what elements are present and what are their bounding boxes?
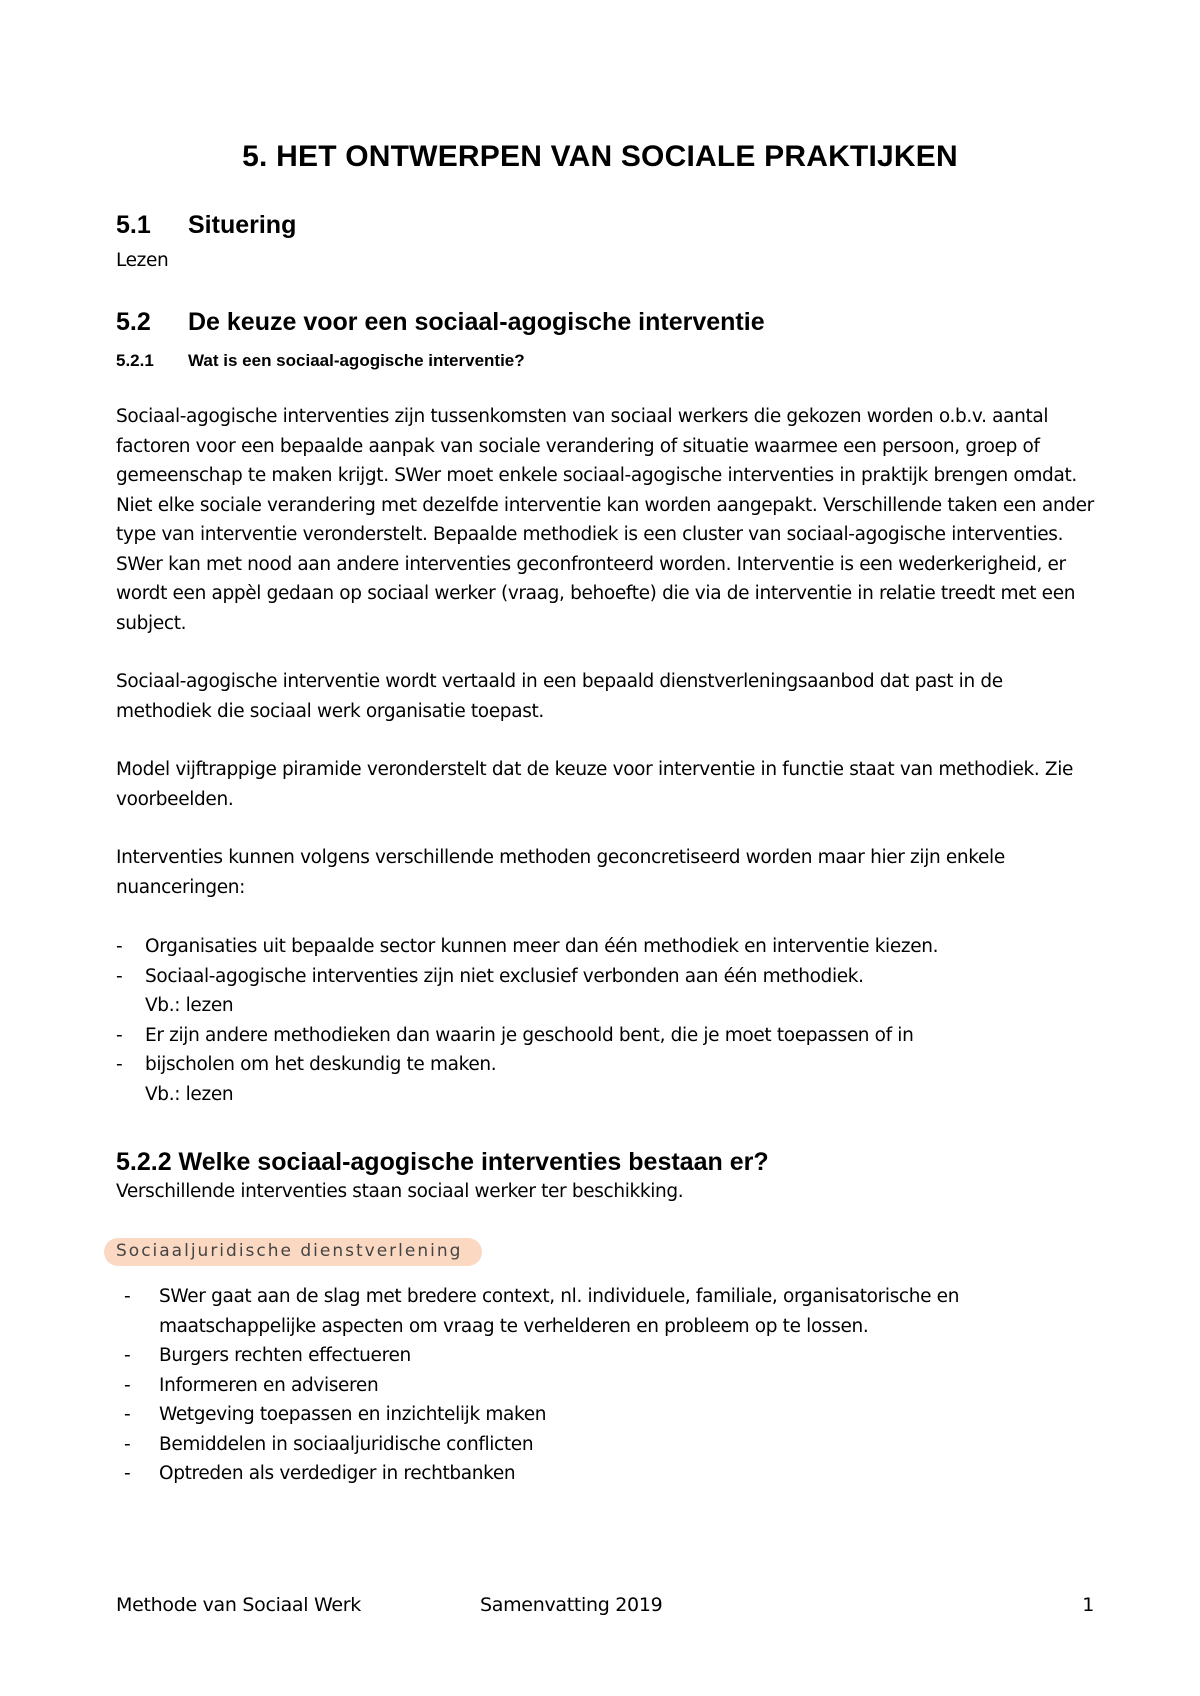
situering-body: Lezen [116,250,169,271]
heading-5-1 [116,211,296,240]
list-item: - bijscholen om het deskundig te maken. [116,1050,1096,1080]
list-dash: - [124,1463,131,1484]
category-badge-label: Sociaaljuridische dienstverlening [116,1241,463,1261]
nuances-list [116,932,1096,1109]
list-dash: - [124,1374,131,1396]
heading-5-2 [116,308,765,337]
list-item: - Burgers rechten effectueren [116,1341,1096,1371]
list-dash: - [116,936,123,957]
heading-5-1-title: Situering [188,211,297,239]
list-dash: - [124,1433,131,1455]
paragraph-4: Interventies kunnen volgens verschillende methoden geconcretiseerd worden maar hier zijn enkele nuanceringen: [116,847,1005,898]
heading-5-2-1-title: Wat is een sociaal-agogische interventie? [188,351,525,370]
list-item: - Bemiddelen in sociaaljuridische conflicten [116,1430,1096,1460]
paragraph-2: Sociaal-agogische interventie wordt vertaald in een bepaald dienstverleningsaanbod dat past in de methodiek die sociaal werk organisatie toepast. [116,671,1003,722]
footer-left: Methode van Sociaal Werk [116,1594,361,1616]
paragraph-1: Sociaal-agogische interventies zijn tussenkomsten van sociaal werkers die gekozen worden o.b.v. aantal factoren voor een bepaalde aanpak van sociale verandering of situatie waarmee een persoon, groep of gemeenschap te maken krijgt. SWer moet enkele sociaal-agogische interventies in praktijk brengen omdat. Niet elke sociale verandering met dezelfde interventie kan worden aangepakt. Verschillende taken een ander type van interventie veronderstelt. Bepaalde methodiek is een cluster van sociaal-agogische interventies. SWer kan met nood aan andere interventies geconfronteerd worden. Interventie is een wederkerigheid, er wordt een appèl gedaan op sociaal werker (vraag, behoefte) die via de interventie in relatie treedt met een subject. [116,406,1094,634]
heading-5-2-number: 5.2 [116,308,151,336]
list-dash: - [124,1345,131,1366]
list-dash: - [116,965,123,987]
list-item: - Wetgeving toepassen en inzichtelijk maken [116,1400,1096,1430]
sociaaljuridische-list [116,1282,1096,1489]
section-5-2-2-intro: Verschillende interventies staan sociaal werker ter beschikking. [116,1181,684,1202]
paragraph-3: Model vijftrappige piramide veronderstelt dat de keuze voor interventie in functie staat van methodiek. Zie voorbeelden. [116,759,1074,810]
list-item: - Sociaal-agogische interventies zijn niet exclusief verbonden aan één methodiek. [116,962,1096,992]
page-number: 1 [1082,1594,1094,1616]
heading-5-2-1-number: 5.2.1 [116,351,154,370]
list-dash: - [116,1024,123,1046]
list-item: - Optreden als verdediger in rechtbanken [116,1459,1096,1489]
list-item: - Informeren en adviseren [116,1371,1096,1401]
list-dash: - [116,1054,123,1075]
list-dash: - [124,1286,131,1307]
list-item: - SWer gaat aan de slag met bredere context, nl. individuele, familiale, organisatorische en maatschappelijke aspecten om vraag te verhelderen en probleem op te lossen. [116,1282,1096,1341]
heading-5-2-title: De keuze voor een sociaal-agogische interventie [188,308,765,336]
list-dash: - [124,1404,131,1425]
list-item: - Er zijn andere methodieken dan waarin je geschoold bent, die je moet toepassen of in [116,1021,1096,1051]
list-item-continuation: Vb.: lezen [145,1083,234,1105]
list-item-continuation: Vb.: lezen [145,995,234,1016]
heading-5-2-1 [116,351,525,371]
heading-5-2-2: 5.2.2 Welke sociaal-agogische interventies bestaan er? [116,1148,769,1176]
heading-5-1-number: 5.1 [116,211,151,239]
list-item: - Organisaties uit bepaalde sector kunnen meer dan één methodiek en interventie kiezen. [116,932,1096,962]
footer-center: Samenvatting 2019 [480,1594,663,1616]
page-title: 5. HET ONTWERPEN VAN SOCIALE PRAKTIJKEN [242,140,958,173]
category-badge [104,1238,482,1266]
